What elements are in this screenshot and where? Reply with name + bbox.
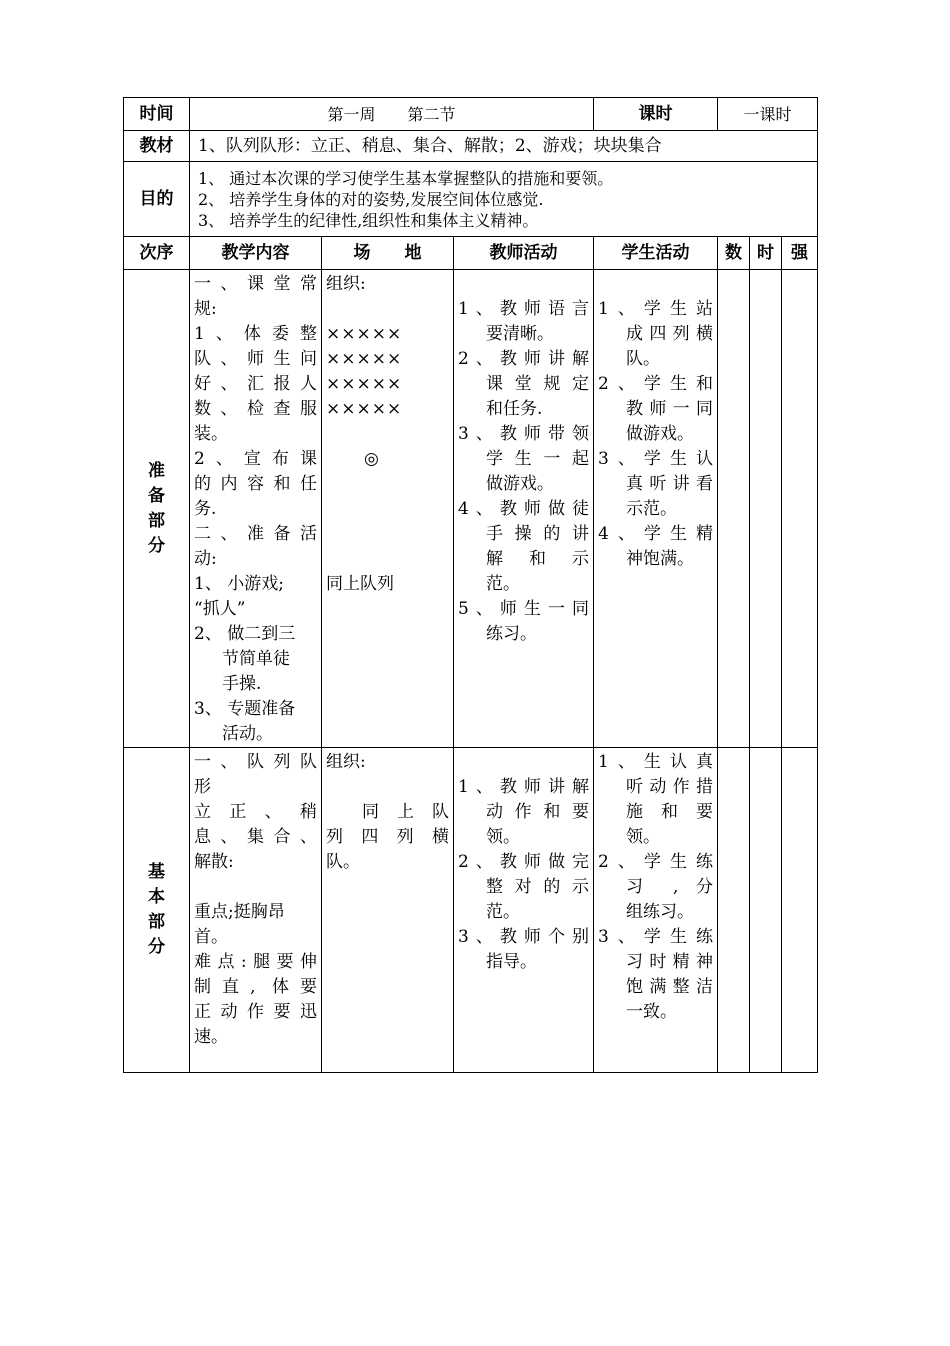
col-venue: 场 地 — [322, 237, 454, 270]
prep-time — [750, 270, 782, 748]
basic-content: 一、队列队 形 立正、稍 息、集合、 解散: 重点;挺胸昂 首。 难点:腿要伸 制直, 体要 正动作要迅 速。 — [190, 748, 322, 1073]
lesson-label: 课时 — [594, 98, 718, 131]
col-time: 时 — [750, 237, 782, 270]
col-teacher: 教师活动 — [454, 237, 594, 270]
teacher-position-icon: ◎ — [364, 449, 379, 469]
col-student: 学生活动 — [594, 237, 718, 270]
column-header-row — [124, 237, 818, 270]
goal-item: 1、 通过本次课的学习使学生基本掌握整队的措施和要领。 — [198, 168, 614, 188]
material-label: 教材 — [124, 131, 190, 162]
goal-item: 3、 培养学生的纪律性,组织性和集体主义精神。 — [198, 210, 539, 230]
formation-row: ××××× — [326, 349, 403, 369]
prep-teacher: 1、教师语言 要清晰。 2、教师讲解 课堂规定 和任务. 3、教师带领 学生一起 做游戏。 4、教师做徒 手操的讲 解 和 示 范。 5、师生一同 练习。 — [454, 270, 594, 748]
material-value: 1、队列队形：立正、稍息、集合、解散；2、游戏；块块集合 — [190, 131, 818, 162]
prep-count — [718, 270, 750, 748]
basic-count — [718, 748, 750, 1073]
org-label: 组织: — [326, 274, 366, 294]
prep-section-row — [124, 270, 818, 748]
col-count: 数 — [718, 237, 750, 270]
goal-item: 2、 培养学生身体的对的姿势,发展空间体位感觉. — [198, 189, 544, 209]
time-label: 时间 — [124, 98, 190, 131]
prep-student: 1、学生站 成四列横 队。 2、学生和 教师一同 做游戏。 3、学生认 真听讲看 示范。 4、学生精 神饱满。 — [594, 270, 718, 748]
col-intensity: 强 — [782, 237, 818, 270]
basic-intensity — [782, 748, 818, 1073]
org-label: 组织: — [326, 752, 366, 772]
lesson-plan-table — [123, 97, 818, 1073]
col-order: 次序 — [124, 237, 190, 270]
goals-label: 目的 — [124, 162, 190, 237]
basic-section-label: 基 本 部 分 — [124, 748, 190, 1073]
basic-venue: 组织: 同上队 列四列横 队。 — [322, 748, 454, 1073]
formation-row: ××××× — [326, 399, 403, 419]
col-content: 教学内容 — [190, 237, 322, 270]
basic-teacher: 1、教师讲解 动作和要 领。 2、教师做完 整对的示 范。 3、教师个别 指导。 — [454, 748, 594, 1073]
prep-intensity — [782, 270, 818, 748]
goals-list — [190, 162, 818, 237]
prep-section-label: 准 备 部 分 — [124, 270, 190, 748]
formation-row: ××××× — [326, 324, 403, 344]
prep-venue: 组织: ××××× ××××× ××××× ××××× ◎ 同上队列 — [322, 270, 454, 748]
basic-time — [750, 748, 782, 1073]
time-value: 第一周 第二节 — [190, 98, 594, 131]
basic-section-row — [124, 748, 818, 1073]
prep-content: 一、课堂常 规: 1、体委整 队、师生问 好、汇报人 数、检查服 装。 2、宣布课 的内容和任 务. 二、准备活 动: 1、 小游戏; “抓人” 2、 做二到三 节简单徒 手操. 3、 专题准备 活动。 — [190, 270, 322, 748]
lesson-value: 一课时 — [718, 98, 818, 131]
basic-student: 1、生认真 听动作措 施和要 领。 2、学生练 习 , 分 组练习。 3、学生练 习时精神 饱满整洁 一致。 — [594, 748, 718, 1073]
formation-row: ××××× — [326, 374, 403, 394]
